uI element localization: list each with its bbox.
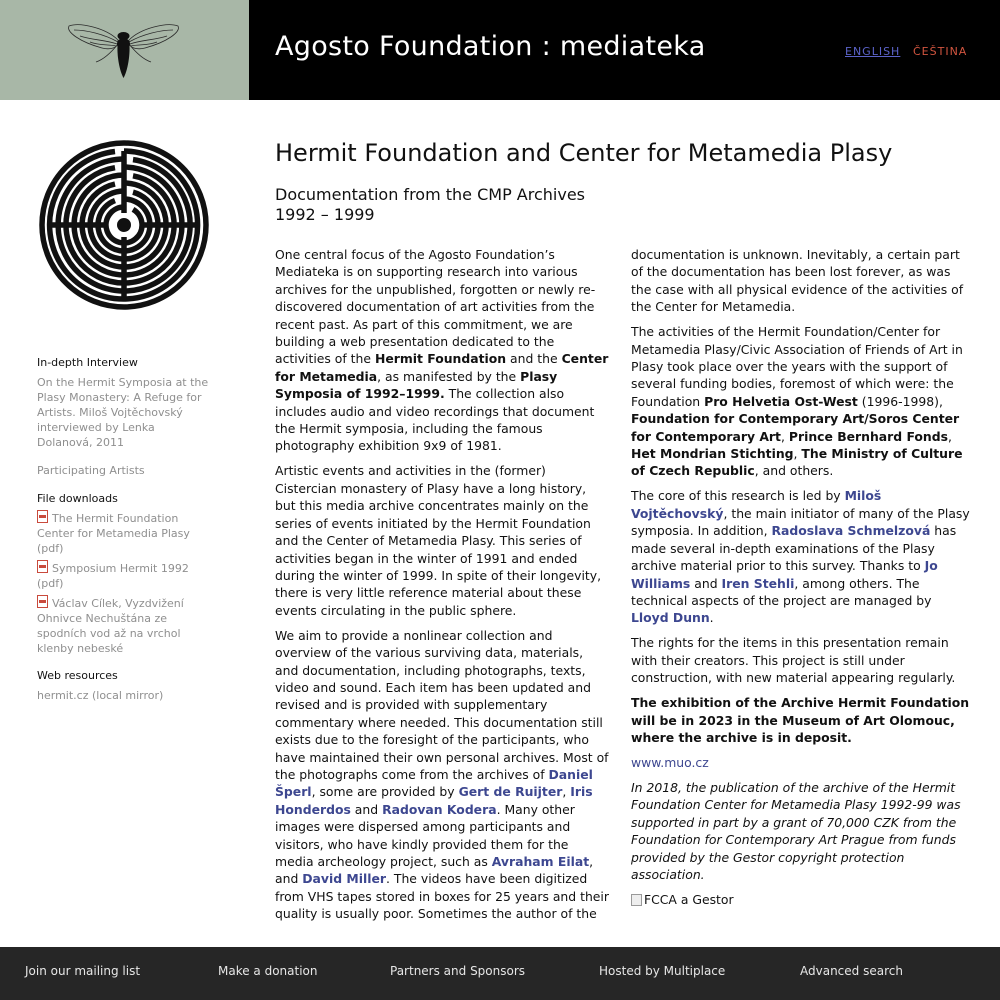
footer-advanced-search-link[interactable]: Advanced search bbox=[800, 964, 903, 978]
text-run: . The videos have been digitized from VHS tapes stored in boxes for 25 years and their quality is usually poor. Sometimes the author of the bbox=[275, 871, 609, 922]
text-run: , bbox=[793, 446, 802, 462]
text-run: One central focus of the Agosto Foundation’s Mediateka is on supporting research into various archives for the unpublished, forgotten or newly re-discovered documentation of art activities from the recent past. As part of this commitment, we are building a web presentation dedicated to the activities of the bbox=[275, 247, 596, 367]
page-subtitle bbox=[275, 185, 585, 225]
participating-artists-link[interactable]: Participating Artists bbox=[37, 464, 145, 477]
downloads-section bbox=[37, 491, 212, 656]
text-run: The Ministry of Culture of Czech Republic bbox=[631, 446, 963, 479]
text-run: , the main initiator of many of the Plasy symposia. In addition, bbox=[631, 505, 970, 539]
interview-section bbox=[37, 355, 212, 450]
download-label[interactable]: Symposium Hermit 1992 (pdf) bbox=[37, 562, 189, 590]
text-run: Center for Metamedia bbox=[275, 351, 609, 384]
person-link-daniel-sperl[interactable]: Daniel Šperl bbox=[275, 766, 593, 800]
research-team-paragraph bbox=[631, 487, 971, 626]
language-czech-link[interactable]: ČEŠTINA bbox=[913, 45, 968, 58]
pdf-file-icon bbox=[37, 510, 48, 523]
person-link-jo-williams[interactable]: Jo Williams bbox=[631, 558, 938, 591]
interview-heading: In-depth Interview bbox=[37, 356, 138, 369]
hermit-mirror-link[interactable]: hermit.cz (local mirror) bbox=[37, 689, 164, 702]
text-run: Pro Helvetia Ost-West bbox=[704, 393, 858, 409]
footer-hosted-link[interactable]: Hosted by Multiplace bbox=[599, 964, 726, 978]
download-item[interactable] bbox=[37, 510, 212, 556]
text-run: Het Mondrian Stichting bbox=[631, 446, 794, 462]
content-column-left bbox=[275, 246, 610, 930]
person-link-lloyd-dunn[interactable]: Lloyd Dunn bbox=[631, 610, 710, 626]
text-run: (1996-1998), bbox=[857, 393, 943, 409]
footer bbox=[0, 947, 1000, 1000]
text-run: , bbox=[780, 428, 789, 444]
text-run: . bbox=[709, 610, 714, 626]
muo-link[interactable]: www.muo.cz bbox=[631, 754, 709, 770]
text-run: , and bbox=[275, 854, 594, 887]
broken-image-icon bbox=[631, 894, 642, 906]
person-link-iris-honderdos[interactable]: Iris Honderdos bbox=[275, 784, 593, 817]
text-run: , bbox=[562, 784, 571, 800]
pdf-file-icon bbox=[37, 595, 48, 608]
text-run: Prince Bernhard Fonds bbox=[788, 428, 948, 444]
collection-paragraph bbox=[275, 627, 610, 923]
subtitle-line: Documentation from the CMP Archives bbox=[275, 185, 586, 204]
person-link-milos-vojtechovsky[interactable]: Miloš Vojtěchovský bbox=[631, 488, 882, 521]
person-link-radoslava-schmelzova[interactable]: Radoslava Schmelzová bbox=[771, 523, 931, 539]
download-item[interactable] bbox=[37, 560, 212, 591]
text-run: , and others. bbox=[754, 463, 834, 479]
content-column-right bbox=[631, 246, 971, 918]
site-title[interactable]: Agosto Foundation : mediateka bbox=[275, 31, 706, 62]
documentation-paragraph: documentation is unknown. Inevitably, a certain part of the documentation has been lost forever, as was the case with all physical evidence of the activities of the Center for Metamedia. bbox=[631, 247, 964, 315]
text-run: The core of this research is led by bbox=[631, 488, 845, 504]
labyrinth-icon bbox=[37, 138, 211, 312]
image-alt-text: FCCA a Gestor bbox=[644, 891, 734, 907]
funding-paragraph bbox=[631, 323, 971, 480]
text-run: The activities of the Hermit Foundation/Center for Metamedia Plasy/Civic Association of Friends of Art in Plasy took place over the years with the support of several funding bodies, foremost of which were: the Foundation bbox=[631, 324, 963, 409]
person-link-avraham-eilat[interactable]: Avraham Eilat bbox=[491, 854, 590, 869]
text-run: and bbox=[690, 575, 722, 591]
downloads-heading: File downloads bbox=[37, 492, 118, 505]
intro-paragraph bbox=[275, 246, 610, 455]
language-english-link[interactable]: ENGLISH bbox=[845, 45, 901, 58]
cicada-icon bbox=[66, 22, 181, 80]
header-bar bbox=[249, 0, 1000, 100]
text-run: and bbox=[350, 801, 383, 817]
page-title: Hermit Foundation and Center for Metamedia Plasy bbox=[275, 139, 893, 167]
footer-partners-link[interactable]: Partners and Sponsors bbox=[390, 964, 526, 978]
pdf-file-icon bbox=[37, 560, 48, 573]
history-paragraph: Artistic events and activities in the (former) Cistercian monastery of Plasy have a long history, but this media archive concentrates mainly on the series of events initiated by the Hermit Foundation and the Center of Metamedia Plasy. This series of activities began in the winter of 1991 and ended during the winter of 1999. In spite of their longevity, there is very little reference material about these events circulating in the public sphere. bbox=[275, 463, 602, 618]
text-run: . Many other images were dispersed among participants and visitors, who have kindly provided them for the media archeology project, such as bbox=[275, 801, 575, 869]
subtitle-years: 1992 – 1999 bbox=[275, 205, 375, 224]
web-resources-section bbox=[37, 668, 212, 703]
download-label[interactable]: Václav Cílek, Vyzdvižení Ohnivce Nechuštána ze spodních vod až na vrchol klenby nebeské bbox=[37, 597, 184, 655]
fcca-gestor-image bbox=[631, 891, 734, 908]
person-link-iren-stehli[interactable]: Iren Stehli bbox=[721, 575, 795, 591]
text-run: , among others. The technical aspects of the project are managed by bbox=[631, 575, 932, 608]
logo-area[interactable] bbox=[0, 0, 249, 100]
text-run: , as manifested by the bbox=[377, 368, 521, 384]
text-run: Plasy Symposia of 1992–1999. bbox=[275, 368, 558, 402]
exhibition-paragraph: The exhibition of the Archive Hermit Foundation will be in 2023 in the Museum of Art Olomouc, where the archive is in deposit. bbox=[631, 695, 970, 745]
interview-link[interactable]: On the Hermit Symposia at the Plasy Monastery: A Refuge for Artists. Miloš Vojtěchovský interviewed by Lenka Dolanová, 2011 bbox=[37, 376, 209, 449]
rights-paragraph: The rights for the items in this presentation remain with their creators. This project is still under construction, with new material appearing regularly. bbox=[631, 635, 956, 686]
person-link-radovan-kodera[interactable]: Radovan Kodera bbox=[382, 801, 497, 817]
text-run: has made several in-depth examinations of the Plasy archive material prior to this survey. Thanks to bbox=[631, 523, 957, 574]
web-resources-heading: Web resources bbox=[37, 669, 118, 682]
participating-artists-section bbox=[37, 463, 212, 478]
text-run: The collection also includes audio and video recordings that document the Hermit symposia, including the famous photography exhibition 9x9 of 1981. bbox=[275, 386, 595, 454]
text-run: , some are provided by bbox=[311, 784, 459, 800]
download-label[interactable]: The Hermit Foundation Center for Metamedia Plasy (pdf) bbox=[37, 512, 190, 555]
footer-mailing-list-link[interactable]: Join our mailing list bbox=[25, 964, 141, 978]
grant-paragraph: In 2018, the publication of the archive of the Hermit Foundation Center for Metamedia Plasy 1992-99 was supported in part by a grant of 70,000 CZK from the Foundation for Contemporary Art Prague from funds provided by the Gestor copyright protection association. bbox=[631, 779, 961, 882]
person-link-gert-de-ruijter[interactable]: Gert de Ruijter bbox=[458, 784, 563, 800]
text-run: , bbox=[948, 428, 952, 444]
text-run: Foundation for Contemporary Art/Soros Center for Contemporary Art bbox=[631, 411, 960, 444]
person-link-david-miller[interactable]: David Miller bbox=[302, 871, 386, 887]
footer-donation-link[interactable]: Make a donation bbox=[218, 964, 318, 978]
text-run: We aim to provide a nonlinear collection and overview of the various surviving data, materials, and documentation, including photographs, texts, video and sound. Each item has been updated and revised and is provided with supplementary commentary where needed. This documentation still exists due to the foresight of the participants, who have maintained their own personal archives. Most of the photographs come from the archives of bbox=[275, 627, 609, 782]
text-run: Hermit Foundation bbox=[374, 351, 507, 367]
text-run: and the bbox=[506, 351, 562, 367]
download-item[interactable] bbox=[37, 595, 212, 656]
